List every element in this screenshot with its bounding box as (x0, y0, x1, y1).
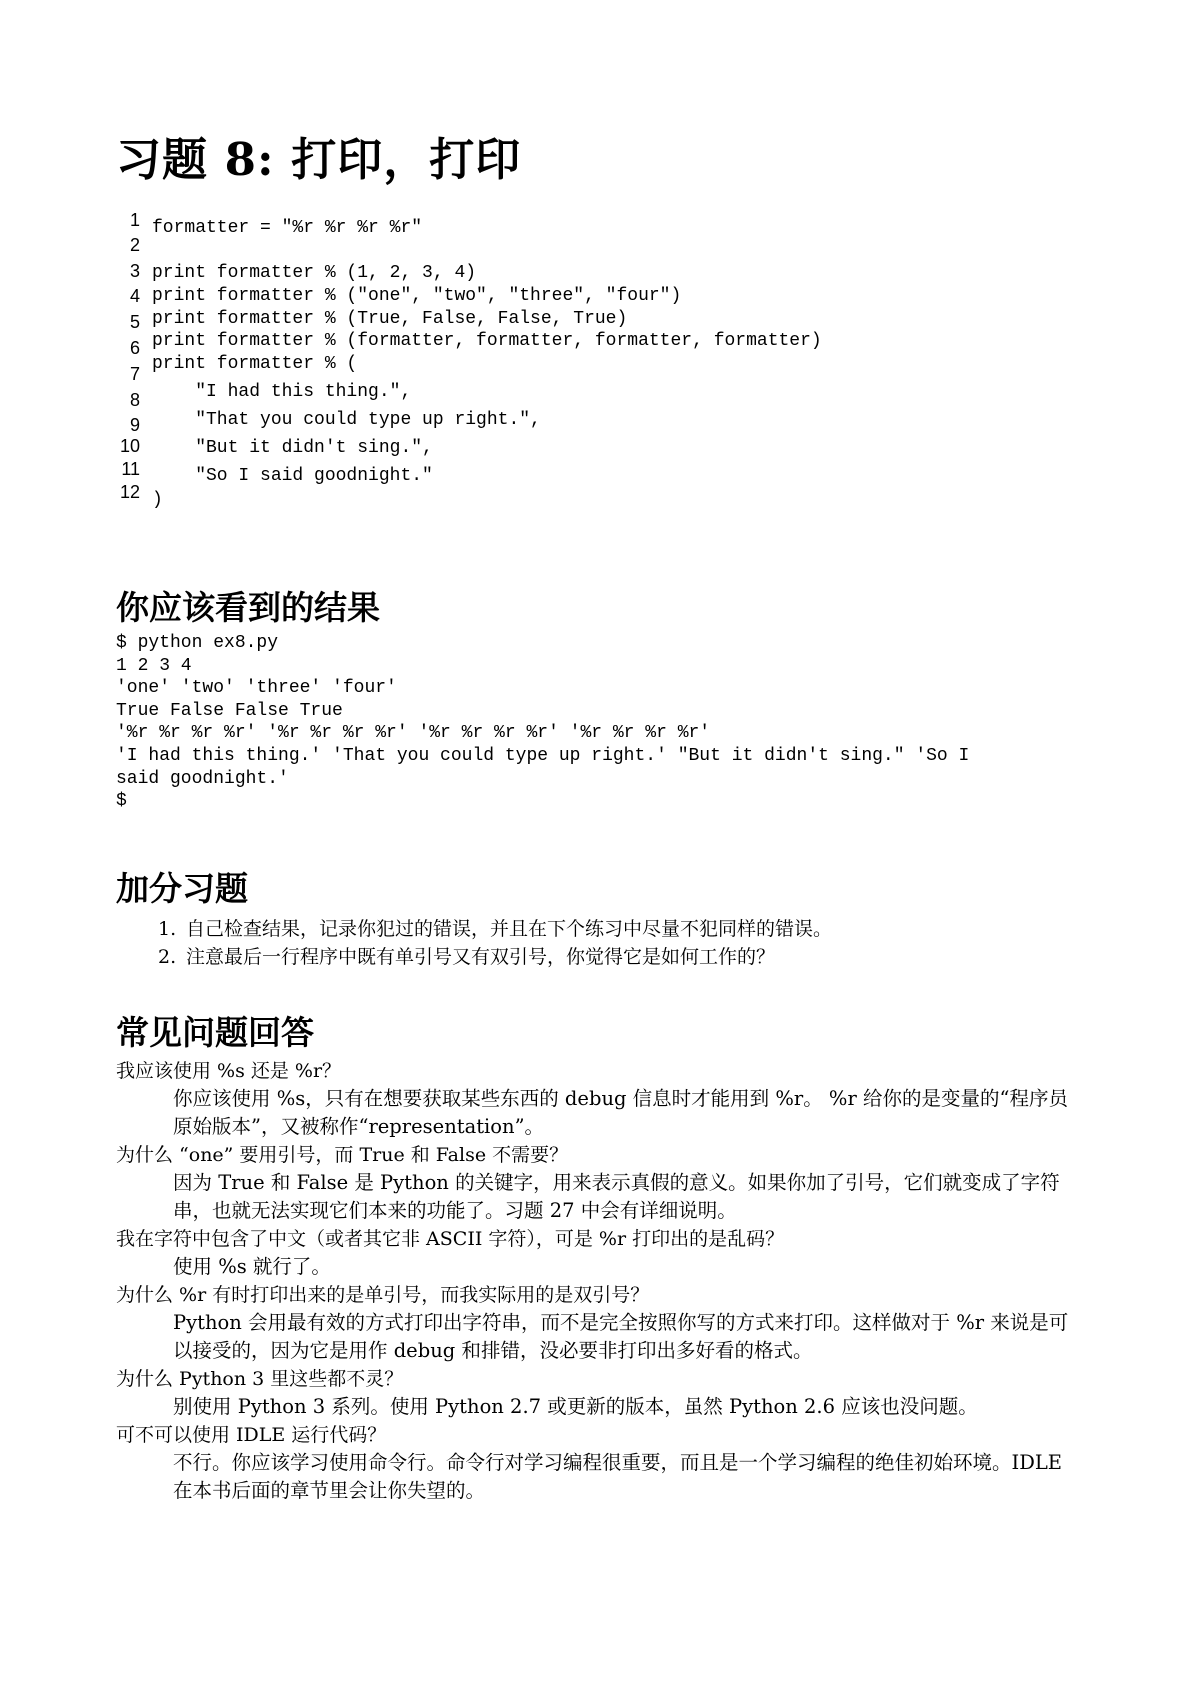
extra-credit-list (116, 915, 1076, 971)
line-number: 12 (119, 482, 140, 502)
faq-answer: 别使用 Python 3 系列。使用 Python 2.7 或更新的版本，虽然 Python 2.6 应该也没问题。 (173, 1394, 978, 1418)
code-line: "I had this thing.", (152, 382, 412, 402)
line-number: 8 (129, 390, 140, 410)
faq-question: 我在字符中包含了中文（或者其它非 ASCII 字符），可是 %r 打印出的是乱码？ (116, 1227, 785, 1250)
output-line: 'one' 'two' 'three' 'four' (116, 678, 397, 699)
item-text: 自己检查结果，记录你犯过的错误，并且在下个练习中尽量不犯同样的错误。 (186, 917, 833, 940)
item-number: 1. (158, 917, 177, 940)
output-line: '%r %r %r %r' '%r %r %r %r' '%r %r %r %r' '%r %r %r %r' (116, 723, 711, 744)
code-line: print formatter % (True, False, False, True) (152, 309, 628, 329)
faq-question: 我应该使用 %s 还是 %r？ (116, 1059, 342, 1082)
code-line: print formatter % (1, 2, 3, 4) (152, 263, 477, 283)
output-heading: 你应该看到的结果 (116, 588, 380, 627)
extra-credit-section (116, 867, 1076, 971)
line-number: 1 (129, 210, 140, 230)
list-item (116, 915, 1076, 943)
line-number: 11 (121, 459, 140, 479)
item-number: 2. (158, 945, 177, 968)
faq-answer: 因为 True 和 False 是 Python 的关键字，用来表示真假的意义。如果你加了引号，它们就变成了字符串，也就无法实现它们本来的功能了。习题 27 中会有详细说明。 (173, 1170, 1060, 1222)
faq-question: 为什么 %r 有时打印出来的是单引号，而我实际用的是双引号？ (116, 1283, 650, 1306)
output-line: $ (116, 791, 127, 812)
code-line: ) (152, 490, 163, 510)
page (116, 130, 1076, 1505)
faq-heading: 常见问题回答 (116, 1012, 314, 1052)
output-section (116, 586, 1076, 813)
faq-answer: 不行。你应该学习使用命令行。命令行对学习编程很重要，而且是一个学习编程的绝佳初始环境。IDLE 在本书后面的章节里会让你失望的。 (173, 1450, 1063, 1502)
code-line: print formatter % ( (152, 354, 358, 374)
line-number: 10 (119, 436, 140, 456)
line-number: 3 (129, 261, 140, 281)
line-number: 5 (129, 312, 140, 332)
terminal-output (116, 632, 1076, 813)
code-line: print formatter % ("one", "two", "three", "four") (152, 286, 682, 306)
code-line: print formatter % (formatter, formatter, formatter, formatter) (152, 331, 822, 351)
faq-answer: Python 会用最有效的方式打印出字符串，而不是完全按照你写的方式来打印。这样做对于 %r 来说是可以接受的，因为它是用作 debug 和排错，没必要非打印出多好看的格式。 (173, 1310, 1069, 1362)
item-text: 注意最后一行程序中既有单引号又有双引号，你觉得它是如何工作的？ (186, 945, 776, 968)
output-line: $ python ex8.py (116, 633, 279, 653)
list-item (116, 943, 1076, 971)
page-title: 习题 8: 打印，打印 (116, 133, 522, 186)
faq-question: 为什么 “one” 要用引号，而 True 和 False 不需要？ (116, 1143, 569, 1166)
faq-section (116, 1011, 1076, 1505)
line-number: 2 (129, 235, 140, 255)
faq-list (116, 1057, 1076, 1505)
extra-credit-heading: 加分习题 (116, 868, 248, 908)
code-line: "But it didn't sing.", (152, 438, 433, 458)
faq-answer: 使用 %s 就行了。 (173, 1254, 331, 1278)
line-number: 7 (129, 364, 140, 384)
output-line: said goodnight.' (116, 768, 289, 789)
code-line: formatter = "%r %r %r %r" (152, 218, 423, 238)
faq-answer: 你应该使用 %s，只有在想要获取某些东西的 debug 信息时才能用到 %r。 %r 给你的是变量的“程序员原始版本”，又被称作“representation”。 (173, 1086, 1068, 1138)
line-number: 9 (129, 415, 140, 435)
faq-question: 可不可以使用 IDLE 运行代码？ (116, 1423, 387, 1446)
output-line: 'I had this thing.' 'That you could type up right.' "But it didn't sing." 'So I (116, 745, 970, 766)
code-line: "So I said goodnight." (152, 466, 433, 486)
code-line: "That you could type up right.", (152, 410, 541, 430)
output-line: True False False True (116, 700, 343, 721)
code-listing (116, 208, 1076, 508)
output-line: 1 2 3 4 (116, 655, 192, 676)
faq-question: 为什么 Python 3 里这些都不灵？ (116, 1367, 404, 1390)
line-number: 4 (129, 286, 140, 306)
line-number: 6 (129, 338, 140, 358)
